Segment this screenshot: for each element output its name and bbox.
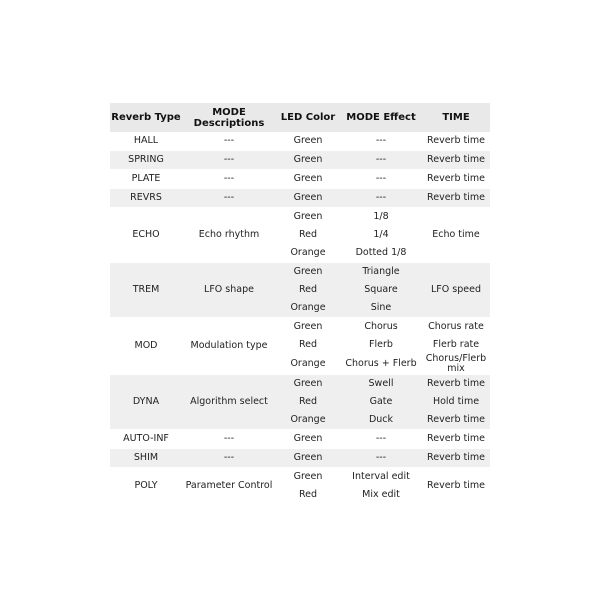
time-cell: Reverb time (422, 467, 490, 504)
mode-effect-cell: --- (340, 448, 422, 467)
reverb-type-cell: REVRS (110, 189, 182, 208)
time-cell: Reverb time (422, 170, 490, 189)
mode-effect-cell: Flerb (340, 336, 422, 354)
mode-effect-cell: Swell (340, 374, 422, 393)
led-color-cell: Red (276, 226, 340, 244)
mode-description-cell: --- (182, 132, 276, 151)
reverb-type-cell: POLY (110, 467, 182, 504)
mode-effect-cell: --- (340, 429, 422, 448)
led-color-cell: Green (276, 467, 340, 486)
led-color-cell: Green (276, 263, 340, 282)
mode-effect-cell: Mix edit (340, 486, 422, 504)
mode-description-cell: LFO shape (182, 263, 276, 318)
mode-description-cell: --- (182, 170, 276, 189)
reverb-type-cell: AUTO-INF (110, 429, 182, 448)
mode-effect-cell: --- (340, 132, 422, 151)
led-color-cell: Red (276, 486, 340, 504)
led-color-cell: Green (276, 132, 340, 151)
led-color-cell: Green (276, 429, 340, 448)
reverb-type-cell: SHIM (110, 448, 182, 467)
mode-description-cell: Parameter Control (182, 467, 276, 504)
table-body (110, 132, 490, 504)
table-row (110, 208, 490, 227)
mode-effect-cell: Sine (340, 299, 422, 318)
led-color-cell: Orange (276, 244, 340, 263)
header-reverb-type: Reverb Type (110, 103, 182, 132)
time-cell: Reverb time (422, 374, 490, 393)
time-cell: Reverb time (422, 132, 490, 151)
led-color-cell: Orange (276, 411, 340, 430)
table-row (110, 189, 490, 208)
led-color-cell: Green (276, 189, 340, 208)
mode-description-cell: --- (182, 448, 276, 467)
table-row (110, 429, 490, 448)
time-cell: Reverb time (422, 411, 490, 430)
mode-description-cell: Algorithm select (182, 374, 276, 429)
table-row (110, 448, 490, 467)
reverb-type-cell: TREM (110, 263, 182, 318)
mode-description-cell: Echo rhythm (182, 208, 276, 263)
mode-effect-cell: Duck (340, 411, 422, 430)
time-cell: Reverb time (422, 429, 490, 448)
table-row (110, 132, 490, 151)
reverb-type-cell: PLATE (110, 170, 182, 189)
time-cell: Reverb time (422, 189, 490, 208)
led-color-cell: Green (276, 318, 340, 337)
time-cell: Hold time (422, 393, 490, 411)
table-row (110, 467, 490, 486)
mode-effect-cell: 1/8 (340, 208, 422, 227)
header-mode-descriptions: MODE Descriptions (182, 103, 276, 132)
table-header-row (110, 103, 490, 132)
time-cell: Reverb time (422, 151, 490, 170)
header-led-color: LED Color (276, 103, 340, 132)
table-row (110, 263, 490, 282)
led-color-cell: Red (276, 336, 340, 354)
mode-effect-cell: Triangle (340, 263, 422, 282)
time-cell: LFO speed (422, 263, 490, 318)
table-row (110, 170, 490, 189)
led-color-cell: Red (276, 393, 340, 411)
mode-effect-cell: Chorus (340, 318, 422, 337)
mode-effect-cell: Interval edit (340, 467, 422, 486)
reverb-type-cell: SPRING (110, 151, 182, 170)
reverb-type-cell: DYNA (110, 374, 182, 429)
mode-description-cell: --- (182, 429, 276, 448)
reverb-type-cell: ECHO (110, 208, 182, 263)
mode-effect-cell: --- (340, 151, 422, 170)
mode-effect-cell: Dotted 1/8 (340, 244, 422, 263)
time-cell: Flerb rate (422, 336, 490, 354)
led-color-cell: Green (276, 448, 340, 467)
led-color-cell: Red (276, 281, 340, 299)
led-color-cell: Green (276, 208, 340, 227)
mode-description-cell: --- (182, 151, 276, 170)
mode-effect-cell: Square (340, 281, 422, 299)
reverb-mode-table (110, 103, 490, 504)
mode-effect-cell: Gate (340, 393, 422, 411)
table-row (110, 151, 490, 170)
led-color-cell: Orange (276, 354, 340, 374)
reverb-type-cell: HALL (110, 132, 182, 151)
table-row (110, 374, 490, 393)
led-color-cell: Green (276, 170, 340, 189)
led-color-cell: Green (276, 374, 340, 393)
header-time: TIME (422, 103, 490, 132)
header-mode-effect: MODE Effect (340, 103, 422, 132)
time-cell: Reverb time (422, 448, 490, 467)
time-cell: Chorus rate (422, 318, 490, 337)
mode-effect-cell: --- (340, 189, 422, 208)
mode-effect-cell: --- (340, 170, 422, 189)
table-row (110, 318, 490, 337)
time-cell: Echo time (422, 208, 490, 263)
led-color-cell: Orange (276, 299, 340, 318)
reverb-type-cell: MOD (110, 318, 182, 375)
mode-description-cell: Modulation type (182, 318, 276, 375)
led-color-cell: Green (276, 151, 340, 170)
mode-effect-cell: 1/4 (340, 226, 422, 244)
mode-effect-cell: Chorus + Flerb (340, 354, 422, 374)
time-cell: Chorus/Flerb mix (422, 354, 490, 374)
mode-description-cell: --- (182, 189, 276, 208)
